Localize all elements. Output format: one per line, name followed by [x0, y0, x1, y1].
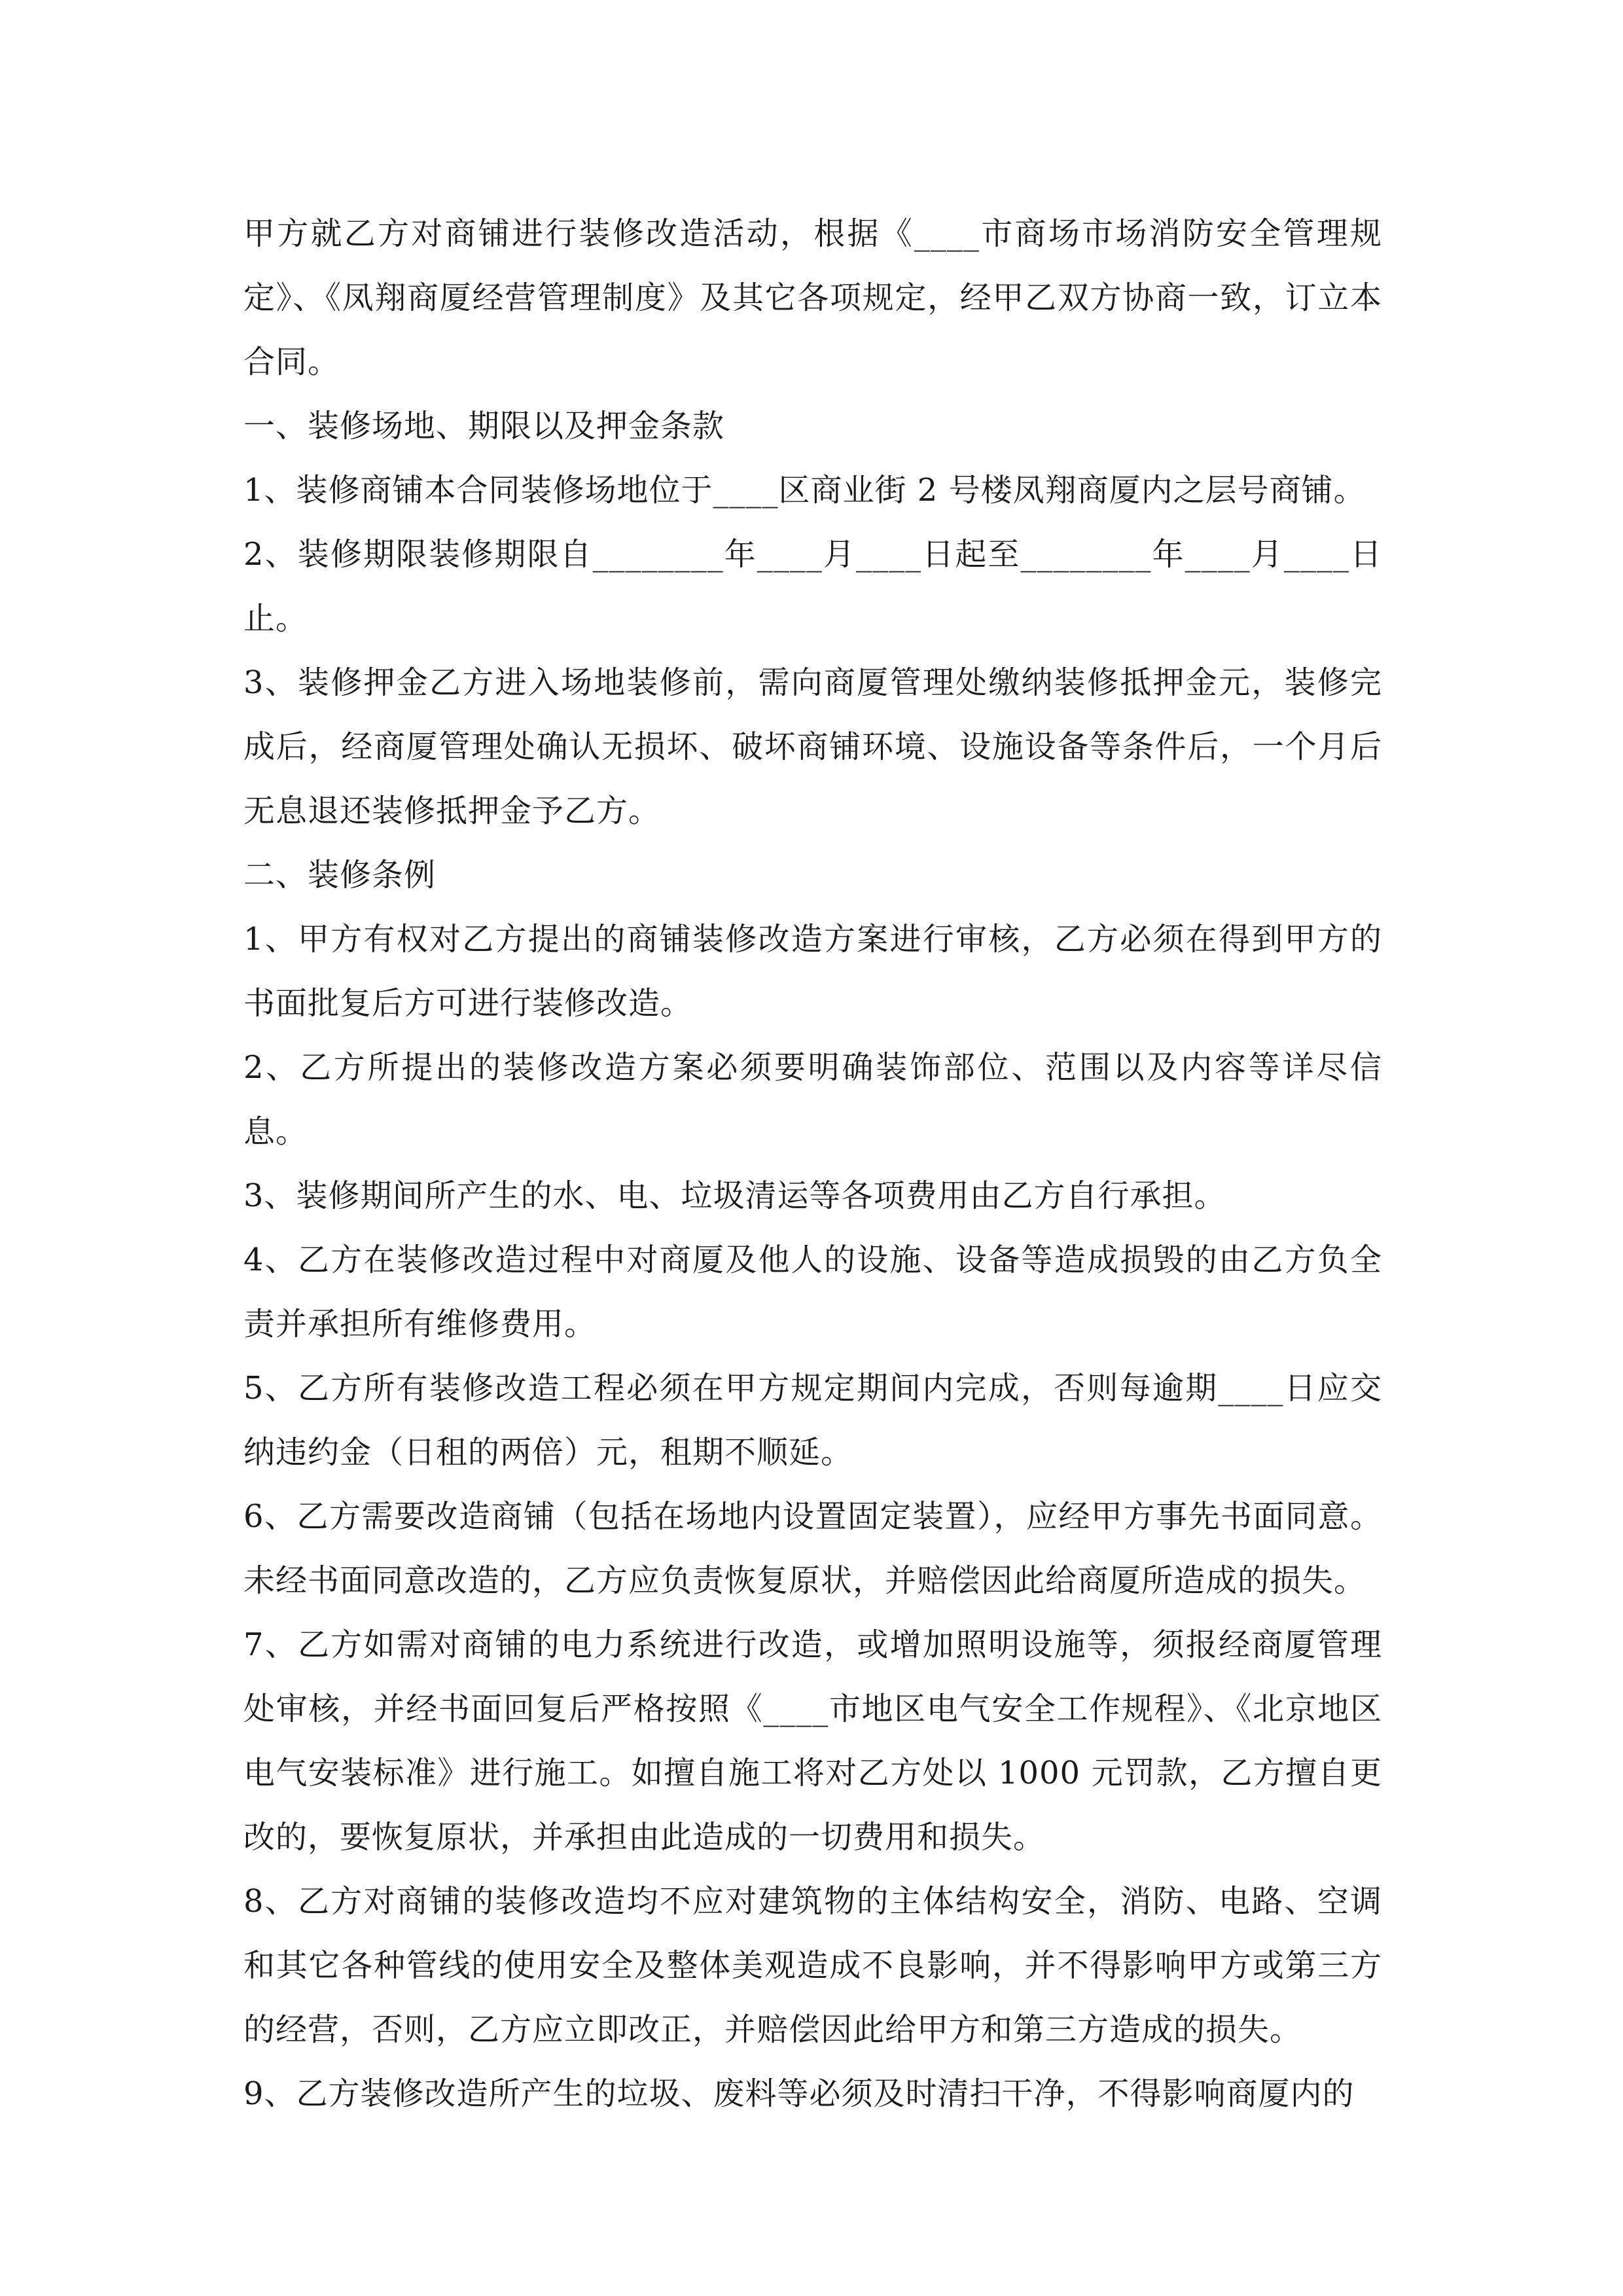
clause-2-9: 9、乙方装修改造所产生的垃圾、废料等必须及时清扫干净，不得影响商厦内的	[243, 2075, 1355, 2112]
section-heading-2: 二、装修条例	[243, 857, 437, 893]
clause-1-3: 3、装修押金乙方进入场地装修前，需向商厦管理处缴纳装修抵押金元，装修完成后，经商厦管理处确认无损坏、破坏商铺环境、设施设备等条件后，一个月后无息退还装修抵押金予乙方。	[243, 664, 1382, 829]
clause-2-3: 3、装修期间所产生的水、电、垃圾清运等各项费用由乙方自行承担。	[243, 1177, 1226, 1214]
clause-2-1: 1、甲方有权对乙方提出的商铺装修改造方案进行审核，乙方必须在得到甲方的书面批复后方可进行装修改造。	[243, 921, 1382, 1022]
clause-2-6: 6、乙方需要改造商铺（包括在场地内设置固定装置），应经甲方事先书面同意。未经书面同意改造的，乙方应负责恢复原状，并赔偿因此给商厦所造成的损失。	[243, 1498, 1382, 1599]
clause-1-1: 1、装修商铺本合同装修场地位于____区商业街 2 号楼凤翔商厦内之层号商铺。	[243, 472, 1366, 509]
document-body	[243, 202, 1382, 2126]
clause-2-5: 5、乙方所有装修改造工程必须在甲方规定期间内完成，否则每逾期____日应交纳违约金（日租的两倍）元，租期不顺延。	[243, 1370, 1382, 1471]
clause-2-7: 7、乙方如需对商铺的电力系统进行改造，或增加照明设施等，须报经商厦管理处审核，并经书面回复后严格按照《____市地区电气安全工作规程》、《北京地区电气安装标准》进行施工。如擅自施工将对乙方处以 1000 元罚款，乙方擅自更改的，要恢复原状，并承担由此造成的一切费用和损失。	[243, 1626, 1382, 1856]
paragraph-intro: 甲方就乙方对商铺进行装修改造活动，根据《____市商场市场消防安全管理规定》、《凤翔商厦经营管理制度》及其它各项规定，经甲乙双方协商一致，订立本合同。	[243, 215, 1382, 380]
clause-2-2: 2、乙方所提出的装修改造方案必须要明确装饰部位、范围以及内容等详尽信息。	[243, 1049, 1382, 1150]
clause-1-2: 2、装修期限装修期限自________年____月____日起至________年____月____日止。	[243, 536, 1382, 637]
clause-2-8: 8、乙方对商铺的装修改造均不应对建筑物的主体结构安全，消防、电路、空调和其它各种管线的使用安全及整体美观造成不良影响，并不得影响甲方或第三方的经营，否则，乙方应立即改正，并赔偿因此给甲方和第三方造成的损失。	[243, 1883, 1382, 2048]
clause-2-4: 4、乙方在装修改造过程中对商厦及他人的设施、设备等造成损毁的由乙方负全责并承担所有维修费用。	[243, 1242, 1382, 1342]
section-heading-1: 一、装修场地、期限以及押金条款	[243, 408, 725, 444]
